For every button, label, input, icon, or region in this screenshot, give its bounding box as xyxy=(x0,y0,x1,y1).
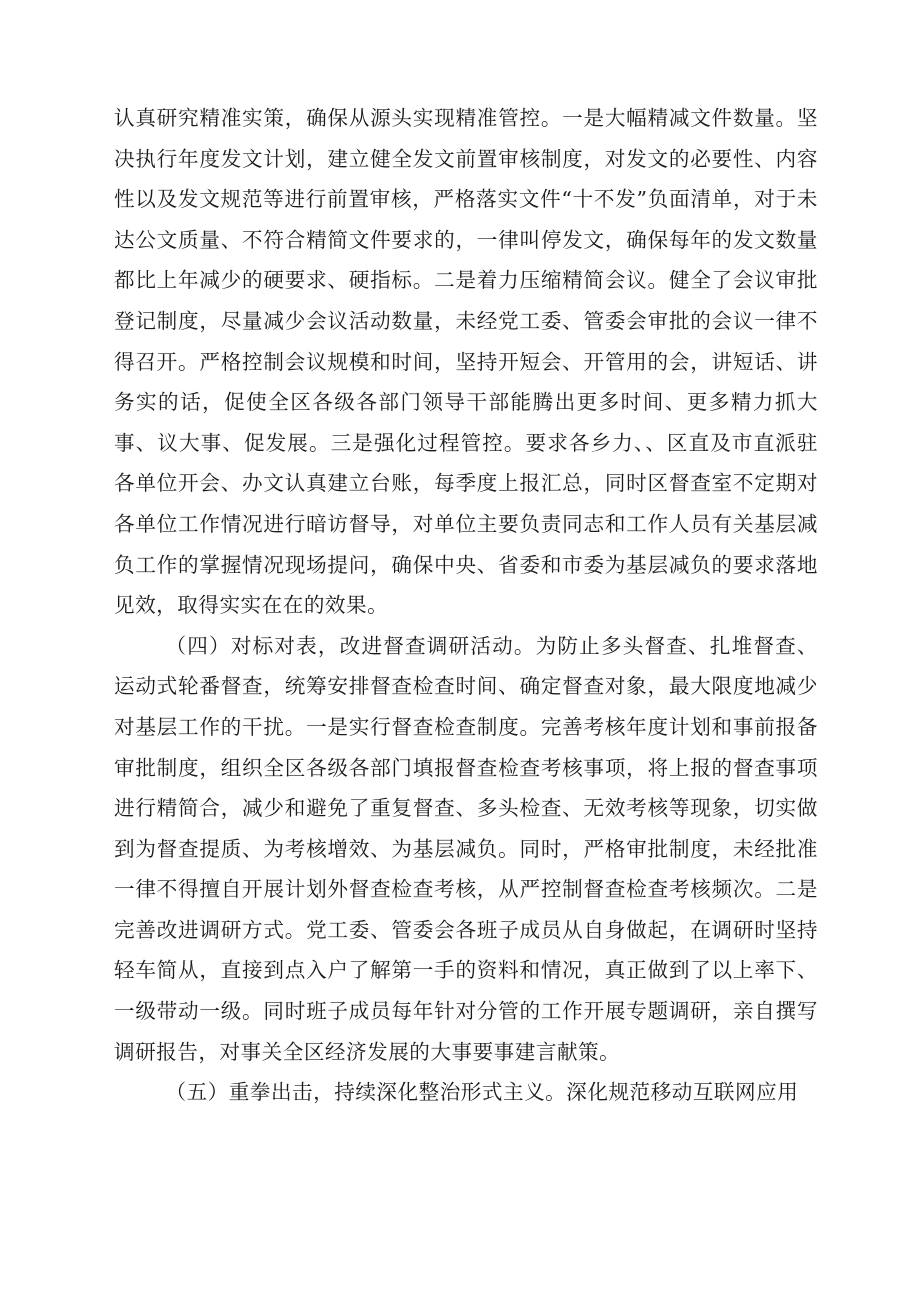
paragraph-section-five-formalism: （五）重拳出击，持续深化整治形式主义。深化规范移动互联网应用 xyxy=(165,1080,799,1105)
paragraph-section-four-inspection: （四）对标对表，改进督查调研活动。为防止多头督查、扎堆督查、运动式轮番督查，统筹安排督查检查时间、确定督查对象，最大限度地减少对基层工作的干扰。一是实行督查检查制度。完善考核年度计划和事前报备审批制度，组织全区各级各部门填报督查检查考核事项，将上报的督查事项进行精简合，减少和避免了重复督查、多头检查、无效考核等现象，切实做到为督查提质、为考核增效、为基层减负。同时，严格审批制度，未经批准一律不得擅自开展计划外督查检查考核，从严控制督查检查考核频次。二是完善改进调研方式。党工委、管委会各班子成员从自身做起，在调研时坚持轻车简从，直接到点入户了解第一手的资料和情况，真正做到了以上率下、一级带动一级。同时班子成员每年针对分管的工作开展专题调研，亲自撰写调研报告，对事关全区经济发展的大事要事建言献策。 xyxy=(114,633,818,1064)
document-body xyxy=(114,98,818,1113)
paragraph-reduce-documents-meetings: 认真研究精准实策，确保从源头实现精准管控。一是大幅精减文件数量。坚决执行年度发文计划，建立健全发文前置审核制度，对发文的必要性、内容性以及发文规范等进行前置审核，严格落实文件“十不发”负面清单，对于未达公文质量、不符合精简文件要求的，一律叫停发文，确保每年的发文数量都比上年减少的硬要求、硬指标。二是着力压缩精简会议。健全了会议审批登记制度，尽量减少会议活动数量，未经党工委、管委会审批的会议一律不得召开。严格控制会议规模和时间，坚持开短会、开管用的会，讲短话、讲务实的话，促使全区各级各部门领导干部能腾出更多时间、更多精力抓大事、议大事、促发展。三是强化过程管控。要求各乡力、、区直及市直派驻各单位开会、办文认真建立台账，每季度上报汇总，同时区督查室不定期对各单位工作情况进行暗访督导，对单位主要负责同志和工作人员有关基层减负工作的掌握情况现场提问，确保中央、省委和市委为基层减负的要求落地见效，取得实实在在的效果。 xyxy=(114,106,818,618)
